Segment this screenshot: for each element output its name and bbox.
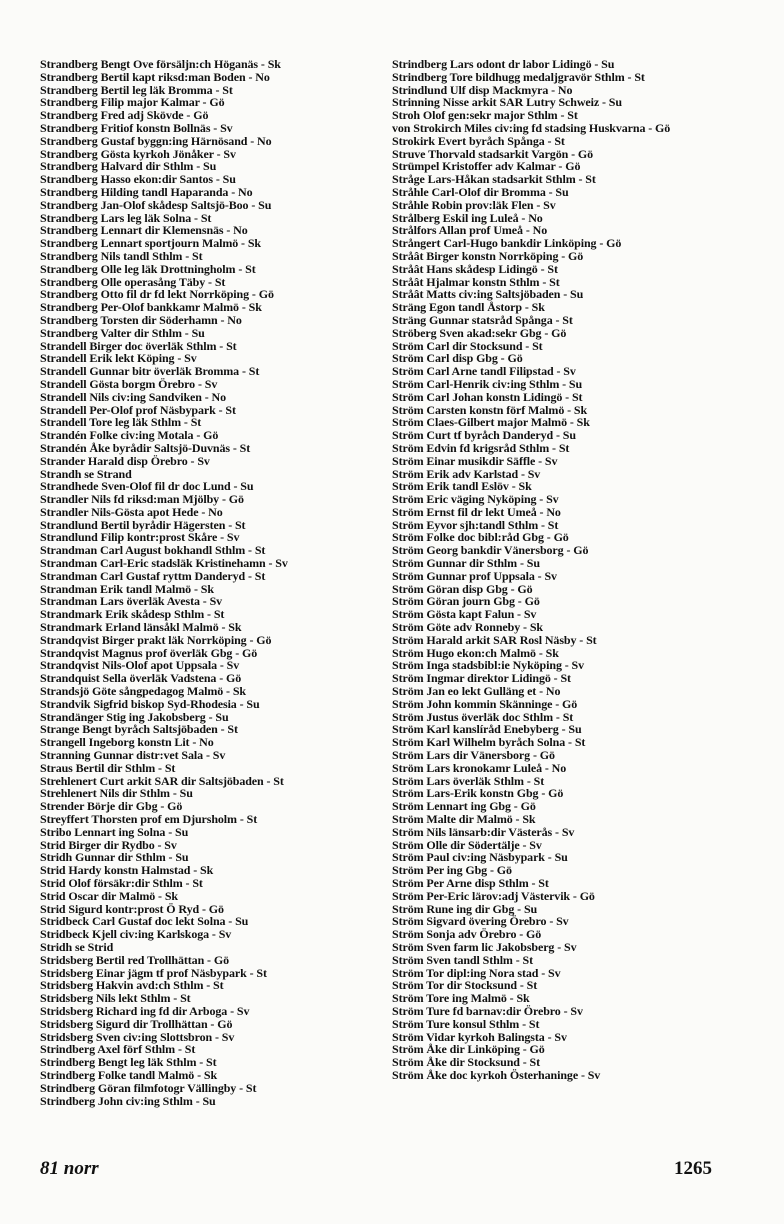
directory-entry: Strandman Carl Gustaf ryttm Danderyd - St xyxy=(40,568,266,583)
directory-entry: Ström Tore ing Malmö - Sk xyxy=(392,991,530,1006)
directory-entry: Strindberg Tore bildhugg medaljgravör Sthlm - St xyxy=(392,69,645,84)
directory-entry: Strandell Gunnar bitr överläk Bromma - St xyxy=(40,364,260,379)
directory-entry: Strandler Nils fd riksd:man Mjölby - Gö xyxy=(40,492,244,507)
directory-entry: Strindberg Lars odont dr labor Lidingö - Su xyxy=(392,57,615,71)
directory-entry: Ström Per-Eric lärov:adj Västervik - Gö xyxy=(392,888,595,903)
directory-entry: Struve Thorvald stadsarkit Vargön - Gö xyxy=(392,146,594,161)
directory-entry: Ström Vidar kyrkoh Balingsta - Sv xyxy=(392,1029,567,1044)
directory-entry: Strandberg Lars leg läk Solna - St xyxy=(40,210,212,225)
directory-entry: Strandsjö Göte sångpedagog Malmö - Sk xyxy=(40,684,246,699)
directory-entry: Ström Edvin fd krigsråd Sthlm - St xyxy=(392,440,570,455)
directory-entry: Ström Inga stadsbibl:ie Nyköping - Sv xyxy=(392,658,585,673)
directory-entry: Ström Ernst fil dr lekt Umeå - No xyxy=(392,504,561,519)
directory-entry: Strander Harald disp Örebro - Sv xyxy=(40,453,210,468)
directory-entry: Strålberg Eskil ing Luleå - No xyxy=(392,210,543,225)
directory-entry: Strandberg Fred adj Skövde - Gö xyxy=(40,108,209,123)
directory-entry: Ström Ingmar direktor Lidingö - St xyxy=(392,671,571,686)
directory-entry: Straus Bertil dir Sthlm - St xyxy=(40,760,176,775)
directory-entry: Ström Per ing Gbg - Gö xyxy=(392,863,512,878)
directory-entry: Strandell Nils civ:ing Sandviken - No xyxy=(40,389,226,404)
directory-entry: Strender Börje dir Gbg - Gö xyxy=(40,799,183,814)
directory-entry: Sträng Egon tandl Åstorp - Sk xyxy=(392,300,545,315)
directory-entry: Strandberg Hilding tandl Haparanda - No xyxy=(40,184,253,199)
right-column xyxy=(392,58,722,1082)
directory-entry: Strandberg Gustaf byggn:ing Härnösand - No xyxy=(40,133,272,148)
directory-entry: Stridsberg Hakvin avd:ch Sthlm - St xyxy=(40,978,224,993)
directory-entry: Stråge Lars-Håkan stadsarkit Sthlm - St xyxy=(392,172,596,187)
directory-entry: Ström Karl kanslíråd Enebyberg - Su xyxy=(392,722,582,737)
directory-entry: Ström Lennart ing Gbg - Gö xyxy=(392,799,536,814)
directory-entry: Stridsberg Bertil red Trollhättan - Gö xyxy=(40,952,229,967)
directory-entry: Ström Jan eo lekt Gulläng et - No xyxy=(392,684,561,699)
directory-entry: Strid Olof försäkr:dir Sthlm - St xyxy=(40,876,203,890)
directory-entry: Ström Eric väging Nyköping - Sv xyxy=(392,492,559,507)
directory-entry: Ström John kommin Skänninge - Gö xyxy=(392,696,578,711)
directory-entry: Strandberg Gösta kyrkoh Jönåker - Sv xyxy=(40,146,236,161)
directory-entry: Strange Bengt byråch Saltsjöbaden - St xyxy=(40,722,238,737)
directory-entry: Ström Rune ing dir Gbg - Su xyxy=(392,901,538,916)
directory-entry: Stridsberg Richard ing fd dir Arboga - Sv xyxy=(40,1003,250,1018)
directory-entry: Strandlund Filip kontr:prost Skåre - Sv xyxy=(40,530,240,545)
directory-entry: Strandberg Valter dir Sthlm - Su xyxy=(40,325,205,340)
directory-entry: Ström Erik tandl Eslöv - Sk xyxy=(392,479,532,494)
directory-entry: Stribo Lennart ing Solna - Su xyxy=(40,824,189,839)
directory-entry: Strindberg Göran filmfotogr Vällingby - St xyxy=(40,1080,257,1095)
directory-entry: Ström Lars dir Vänersborg - Gö xyxy=(392,748,555,763)
directory-entry: Strandberg Torsten dir Söderhamn - No xyxy=(40,312,242,327)
directory-entry: Strandberg Bertil kapt riksd:man Boden - No xyxy=(40,69,270,84)
directory-entry: Ström Gunnar prof Uppsala - Sv xyxy=(392,568,557,583)
directory-entry: Strid Birger dir Rydbo - Sv xyxy=(40,837,177,852)
directory-entry: von Strokirch Miles civ:ing fd stadsing Huskvarna - Gö xyxy=(392,120,671,135)
directory-entry: Strandhede Sven-Olof fil dr doc Lund - Su xyxy=(40,479,254,494)
directory-entry: Ström Lars överläk Sthlm - St xyxy=(392,773,545,788)
directory-entry: Stroh Olof gen:sekr major Sthlm - St xyxy=(392,108,578,123)
directory-entry: Strandberg Halvard dir Sthlm - Su xyxy=(40,159,217,174)
directory-entry: Strandberg Olle leg läk Drottningholm - St xyxy=(40,261,256,276)
directory-entry: Strandman Carl August bokhandl Sthlm - St xyxy=(40,543,266,558)
directory-entry: Strålfors Allan prof Umeå - No xyxy=(392,223,548,238)
directory-entry: Strindberg Bengt leg läk Sthlm - St xyxy=(40,1055,217,1070)
directory-entry: Ström Carl disp Gbg - Gö xyxy=(392,351,523,366)
directory-entry: Stridbeck Kjell civ:ing Karlskoga - Sv xyxy=(40,927,232,942)
directory-entry: Ström Åke doc kyrkoh Österhaninge - Sv xyxy=(392,1067,601,1082)
directory-entry: Ström Carl Arne tandl Filipstad - Sv xyxy=(392,364,576,379)
directory-entry: Strandquist Sella överläk Vadstena - Gö xyxy=(40,671,242,686)
directory-entry: Stråât Hans skådesp Lidingö - St xyxy=(392,261,558,276)
directory-entry: Ström Göte adv Ronneby - Sk xyxy=(392,620,543,635)
directory-entry: Ström Carsten konstn förf Malmö - Sk xyxy=(392,402,588,417)
directory-entry: Strandell Erik lekt Köping - Sv xyxy=(40,351,197,366)
directory-entry: Ström Lars-Erik konstn Gbg - Gö xyxy=(392,786,564,801)
directory-entry: Strindberg John civ:ing Sthlm - Su xyxy=(40,1093,216,1108)
directory-entry: Strehlenert Curt arkit SAR dir Saltsjöbaden - St xyxy=(40,773,284,788)
directory-entry: Ström Carl dir Stocksund - St xyxy=(392,338,543,353)
directory-entry: Strinning Nisse arkit SAR Lutry Schweiz - Su xyxy=(392,95,622,110)
directory-entry: Ström Per Arne disp Sthlm - St xyxy=(392,876,549,890)
directory-entry: Strandqvist Magnus prof överläk Gbg - Gö xyxy=(40,645,258,660)
directory-entry: Ström Carl-Henrik civ:ing Sthlm - Su xyxy=(392,376,583,391)
directory-entry: Ström Nils länsarb:dir Västerås - Sv xyxy=(392,824,575,839)
directory-entry: Ström Sven tandl Sthlm - St xyxy=(392,952,533,967)
directory-entry: Strandmark Erik skådesp Sthlm - St xyxy=(40,607,225,622)
directory-entry: Strandman Lars överläk Avesta - Sv xyxy=(40,594,223,609)
directory-entry: Stridsberg Einar jägm tf prof Näsbypark - St xyxy=(40,965,267,980)
directory-entry: Strandler Nils-Gösta apot Hede - No xyxy=(40,504,223,519)
directory-entry: Strandh se Strand xyxy=(40,466,132,481)
directory-entry: Ström Sonja adv Örebro - Gö xyxy=(392,927,542,942)
directory-entry: Ström Einar musikdir Säffle - Sv xyxy=(392,453,558,468)
directory-entry: Strid Hardy konstn Halmstad - Sk xyxy=(40,863,214,878)
directory-entry: Strandberg Nils tandl Sthlm - St xyxy=(40,248,203,263)
directory-entry: Strangell Ingeborg konstn Lit - No xyxy=(40,735,214,750)
directory-entry: Strandberg Bertil leg läk Bromma - St xyxy=(40,82,233,97)
directory-entry: Strandberg Lennart sportjourn Malmö - Sk xyxy=(40,236,262,251)
directory-entry: Sträng Gunnar statsråd Spånga - St xyxy=(392,312,573,327)
directory-entry: Strandvik Sigfrid biskop Syd-Rhodesia - Su xyxy=(40,696,260,711)
directory-entry: Stråât Hjalmar konstn Sthlm - St xyxy=(392,274,560,289)
directory-entry: Ström Claes-Gilbert major Malmö - Sk xyxy=(392,415,590,430)
directory-entry: Strandlund Bertil byrådir Hägersten - St xyxy=(40,517,246,532)
directory-entry: Strandman Carl-Eric stadsläk Kristinehamn - Sv xyxy=(40,556,288,571)
directory-entry: Strångert Carl-Hugo bankdir Linköping - Gö xyxy=(392,236,622,251)
directory-entry: Stridbeck Carl Gustaf doc lekt Solna - Su xyxy=(40,914,249,929)
directory-entry: Strandberg Jan-Olof skådesp Saltsjö-Boo - Su xyxy=(40,197,272,212)
directory-entry: Stridh se Strid xyxy=(40,939,114,954)
directory-entry: Strandell Per-Olof prof Näsbypark - St xyxy=(40,402,236,417)
directory-entry: Ström Ture konsul Sthlm - St xyxy=(392,1016,540,1031)
directory-entry: Strindberg Folke tandl Malmö - Sk xyxy=(40,1067,218,1082)
directory-entry: Stridsberg Sigurd dir Trollhättan - Gö xyxy=(40,1016,233,1031)
directory-entry: Ström Olle dir Södertälje - Sv xyxy=(392,837,542,852)
directory-entry: Ströberg Sven akad:sekr Gbg - Gö xyxy=(392,325,567,340)
directory-entry: Strandmark Erland länsåkl Malmö - Sk xyxy=(40,620,242,635)
directory-entry: Ström Åke dir Linköping - Gö xyxy=(392,1042,545,1057)
directory-entry: Ström Harald arkit SAR Rosl Näsby - St xyxy=(392,632,597,647)
directory-entry: Ström Ture fd barnav:dir Örebro - Sv xyxy=(392,1003,583,1018)
directory-entry: Ström Georg bankdir Vänersborg - Gö xyxy=(392,543,589,558)
directory-entry: Strandberg Bengt Ove försäljn:ch Höganäs - Sk xyxy=(40,57,281,71)
directory-entry: Stranning Gunnar distr:vet Sala - Sv xyxy=(40,748,226,763)
directory-entry: Ström Hugo ekon:ch Malmö - Sk xyxy=(392,645,559,660)
directory-entry: Ström Gösta kapt Falun - Sv xyxy=(392,607,537,622)
directory-entry: Strandqvist Nils-Olof apot Uppsala - Sv xyxy=(40,658,240,673)
directory-entry: Ström Malte dir Malmö - Sk xyxy=(392,812,536,827)
directory-entry: Strid Oscar dir Malmö - Sk xyxy=(40,888,178,903)
directory-entry: Ström Curt tf byråch Danderyd - Su xyxy=(392,428,576,443)
directory-entry: Strümpel Kristoffer adv Kalmar - Gö xyxy=(392,159,581,174)
directory-entry: Strandén Åke byrådir Saltsjö-Duvnäs - St xyxy=(40,440,251,455)
directory-entry: Ström Åke dir Stocksund - St xyxy=(392,1055,541,1070)
directory-entry: Ström Gunnar dir Sthlm - Su xyxy=(392,556,540,571)
directory-entry: Strandell Tore leg läk Sthlm - St xyxy=(40,415,202,430)
directory-entry: Strandberg Hasso ekon:dir Santos - Su xyxy=(40,172,236,187)
page-number: 1265 xyxy=(674,1158,712,1179)
directory-entry: Ström Justus överläk doc Sthlm - St xyxy=(392,709,574,724)
directory-entry: Strandberg Olle operasång Täby - St xyxy=(40,274,226,289)
directory-entry: Strandell Birger doc överläk Sthlm - St xyxy=(40,338,237,353)
directory-entry: Strandänger Stig ing Jakobsberg - Su xyxy=(40,709,229,724)
directory-entry: Strandell Gösta borgm Örebro - Sv xyxy=(40,376,218,391)
directory-entry: Ström Paul civ:ing Näsbypark - Su xyxy=(392,850,568,865)
directory-entry: Stråât Birger konstn Norrköping - Gö xyxy=(392,248,584,263)
directory-entry: Strandén Folke civ:ing Motala - Gö xyxy=(40,428,219,443)
directory-entry: Strandberg Otto fil dr fd lekt Norrköping - Gö xyxy=(40,287,274,302)
directory-entry: Ström Göran disp Gbg - Gö xyxy=(392,581,533,596)
directory-entry: Stridsberg Nils lekt Sthlm - St xyxy=(40,991,191,1006)
directory-entry: Stråhle Carl-Olof dir Bromma - Su xyxy=(392,184,569,199)
directory-entry: Ström Tor dipl:ing Nora stad - Sv xyxy=(392,965,561,980)
directory-entry: Strandberg Fritiof konstn Bollnäs - Sv xyxy=(40,120,233,135)
directory-entry: Ström Göran journ Gbg - Gö xyxy=(392,594,540,609)
directory-entry: Ström Eyvor sjh:tandl Sthlm - St xyxy=(392,517,559,532)
directory-entry: Strindberg Axel förf Sthlm - St xyxy=(40,1042,196,1057)
left-column xyxy=(40,58,365,1107)
directory-entry: Strehlenert Nils dir Sthlm - Su xyxy=(40,786,193,801)
directory-entry: Ström Sigvard övering Örebro - Sv xyxy=(392,914,569,929)
directory-entry: Ström Sven farm lic Jakobsberg - Sv xyxy=(392,939,577,954)
directory-entry: Ström Lars kronokamr Luleå - No xyxy=(392,760,567,775)
directory-entry: Strindlund Ulf disp Mackmyra - No xyxy=(392,82,573,97)
directory-entry: Strokirk Evert byråch Spånga - St xyxy=(392,133,565,148)
directory-entry: Strandman Erik tandl Malmö - Sk xyxy=(40,581,214,596)
directory-entry: Ström Folke doc bibl:råd Gbg - Gö xyxy=(392,530,569,545)
directory-entry: Stridsberg Sven civ:ing Slottsbron - Sv xyxy=(40,1029,235,1044)
directory-entry: Strandberg Lennart dir Klemensnäs - No xyxy=(40,223,248,238)
directory-entry: Ström Karl Wilhelm byråch Solna - St xyxy=(392,735,586,750)
directory-entry: Strandberg Filip major Kalmar - Gö xyxy=(40,95,225,110)
directory-entry: Strandqvist Birger prakt läk Norrköping - Gö xyxy=(40,632,272,647)
directory-entry: Ström Carl Johan konstn Lidingö - St xyxy=(392,389,583,404)
section-label: 81 norr xyxy=(40,1158,99,1179)
directory-entry: Stråât Matts civ:ing Saltsjöbaden - Su xyxy=(392,287,584,302)
directory-entry: Stridh Gunnar dir Sthlm - Su xyxy=(40,850,189,865)
directory-entry: Ström Tor dir Stocksund - St xyxy=(392,978,538,993)
directory-entry: Streyffert Thorsten prof em Djursholm - St xyxy=(40,812,258,827)
directory-entry: Ström Erik adv Karlstad - Sv xyxy=(392,466,541,481)
directory-entry: Strid Sigurd kontr:prost Ö Ryd - Gö xyxy=(40,901,224,916)
directory-entry: Strandberg Per-Olof bankkamr Malmö - Sk xyxy=(40,300,262,315)
directory-entry: Stråhle Robin prov:läk Flen - Sv xyxy=(392,197,556,212)
